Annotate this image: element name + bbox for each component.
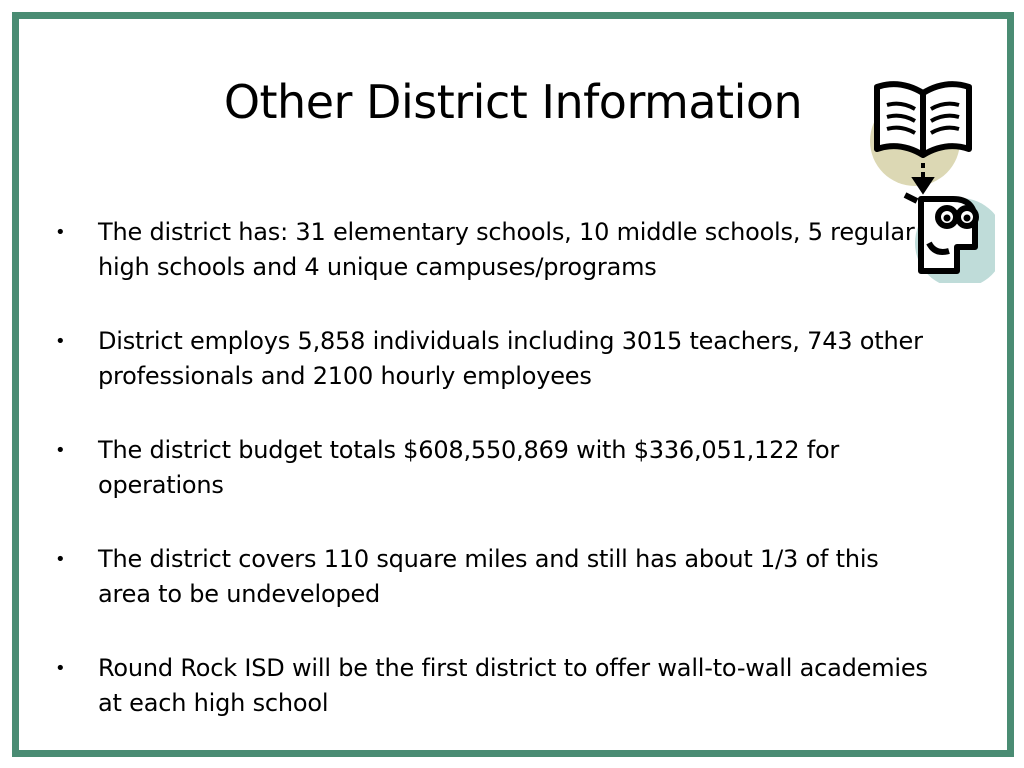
bullet-item-schools: [53, 215, 933, 285]
bullet-dot: •: [55, 440, 66, 461]
bullet-list: [53, 215, 933, 760]
book-icon: [877, 84, 969, 155]
bullet-dot: •: [55, 549, 66, 570]
bullet-text: The district covers 110 square miles and still has about 1/3 of this area to be undeveloped: [98, 545, 879, 608]
bullet-dot: •: [55, 658, 66, 679]
bullet-text: District employs 5,858 individuals including 3015 teachers, 743 other professionals and 2100 hourly employees: [98, 327, 923, 390]
bullet-text: The district budget totals $608,550,869 with $336,051,122 for operations: [98, 436, 840, 499]
bullet-item-area: [53, 542, 933, 612]
bullet-text: Round Rock ISD will be the first district to offer wall-to-wall academies at each high school: [98, 654, 928, 717]
bullet-text: The district has: 31 elementary schools, 10 middle schools, 5 regular high schools and 4 unique campuses/programs: [98, 218, 915, 281]
bullet-item-budget: [53, 433, 933, 503]
bullet-dot: •: [55, 222, 66, 243]
slide-title: Other District Information: [223, 75, 803, 129]
bullet-item-academies: [53, 651, 933, 721]
bullet-item-employees: [53, 324, 933, 394]
bullet-dot: •: [55, 331, 66, 352]
slide-frame: [12, 12, 1014, 757]
